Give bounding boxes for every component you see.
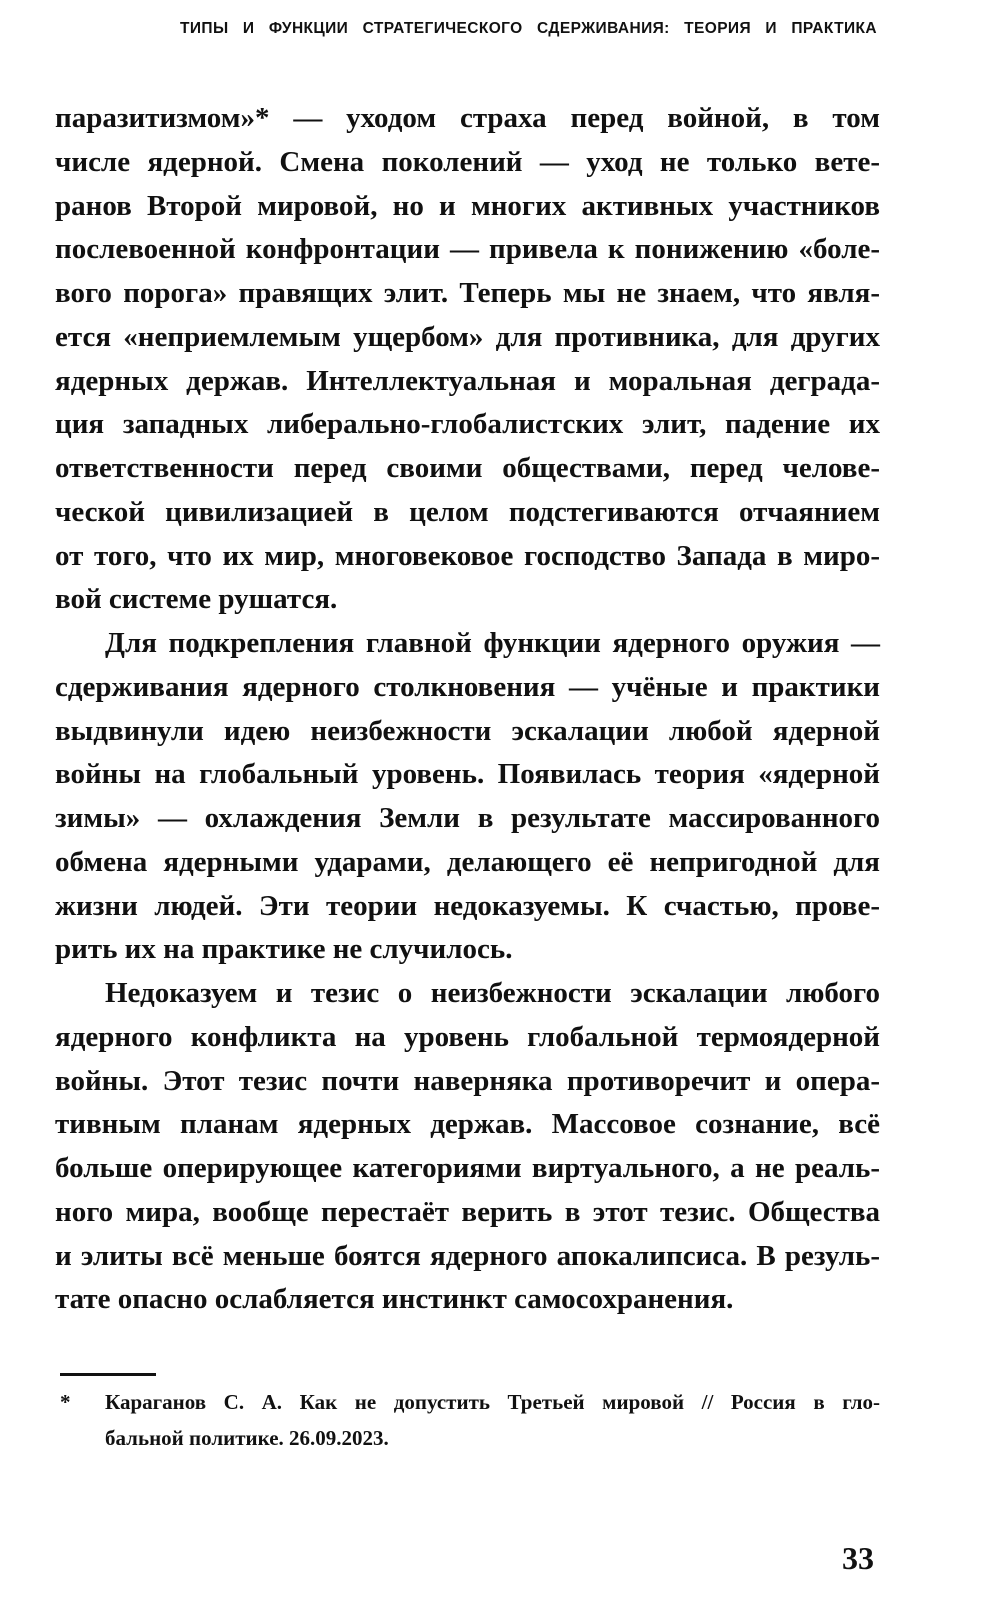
paragraph-3-line: тивным планам ядерных держав. Массовое сознание, всё (55, 1108, 880, 1141)
paragraph-3-line: ного мира, вообще перестаёт верить в этот тезис. Общества (55, 1195, 880, 1228)
paragraph-2-line: рить их на практике не случилось. (55, 933, 513, 966)
footnote-divider (60, 1373, 156, 1376)
paragraph-1-line: паразитизмом»* — уходом страха перед войной, в том (55, 102, 880, 134)
paragraph-1-line: вой системе рушатся. (55, 583, 338, 616)
paragraph-2-line: войны на глобальный уровень. Появилась теория «ядерной (55, 758, 880, 791)
paragraph-3-line: ядерного конфликта на уровень глобальной термоядерной (55, 1020, 880, 1053)
paragraph-1-line: вого порога» правящих элит. Теперь мы не знаем, что явля- (55, 277, 880, 309)
paragraph-3-line: больше оперирующее категориями виртуального, а не реаль- (55, 1152, 880, 1184)
paragraph-1-line: ранов Второй мировой, но и многих активных участников (55, 189, 880, 222)
paragraph-1-line: числе ядерной. Смена поколений — уход не только вете- (55, 145, 880, 178)
paragraph-3-line: войны. Этот тезис почти наверняка противоречит и опера- (55, 1064, 880, 1097)
paragraph-3-line: тате опасно ослабляется инстинкт самосохранения. (55, 1283, 734, 1316)
paragraph-3-line: и элиты всё меньше боятся ядерного апокалипсиса. В резуль- (55, 1239, 880, 1272)
paragraph-1-line: ответственности перед своими обществами, перед челове- (55, 452, 880, 484)
paragraph-2-line: жизни людей. Эти теории недоказуемы. К счастью, прове- (55, 889, 880, 922)
footnote-marker: * (60, 1390, 71, 1414)
paragraph-1-line: ядерных держав. Интеллектуальная и моральная деграда- (55, 364, 880, 397)
paragraph-2-line: обмена ядерными ударами, делающего её непригодной для (55, 845, 880, 878)
paragraph-3-line: Недоказуем и тезис о неизбежности эскалации любого (105, 977, 880, 1009)
paragraph-1-line: ческой цивилизацией в целом подстегиваются отчаянием (55, 495, 880, 528)
paragraph-1-line: ется «неприемлемым ущербом» для противника, для других (55, 320, 880, 353)
paragraph-1-line: послевоенной конфронтации — привела к понижению «боле- (55, 233, 880, 266)
running-header: ТИПЫ И ФУНКЦИИ СТРАТЕГИЧЕСКОГО СДЕРЖИВАНИЯ: ТЕОРИЯ И ПРАКТИКА (180, 20, 877, 37)
footnote-line: Караганов С. А. Как не допустить Третьей мировой // Россия в гло- (105, 1390, 880, 1414)
page-number: 33 (842, 1540, 874, 1576)
paragraph-2-line: сдерживания ядерного столкновения — учёные и практики (55, 670, 880, 703)
paragraph-1-line: ция западных либерально-глобалистских элит, падение их (55, 408, 880, 441)
footnote-line: бальной политике. 26.09.2023. (105, 1426, 389, 1450)
paragraph-1-line: от того, что их мир, многовековое господство Запада в миро- (55, 539, 880, 572)
paragraph-2-line: зимы» — охлаждения Земли в результате массированного (55, 802, 880, 834)
paragraph-2-line: Для подкрепления главной функции ядерного оружия — (105, 627, 880, 659)
paragraph-2-line: выдвинули идею неизбежности эскалации любой ядерной (55, 714, 880, 747)
